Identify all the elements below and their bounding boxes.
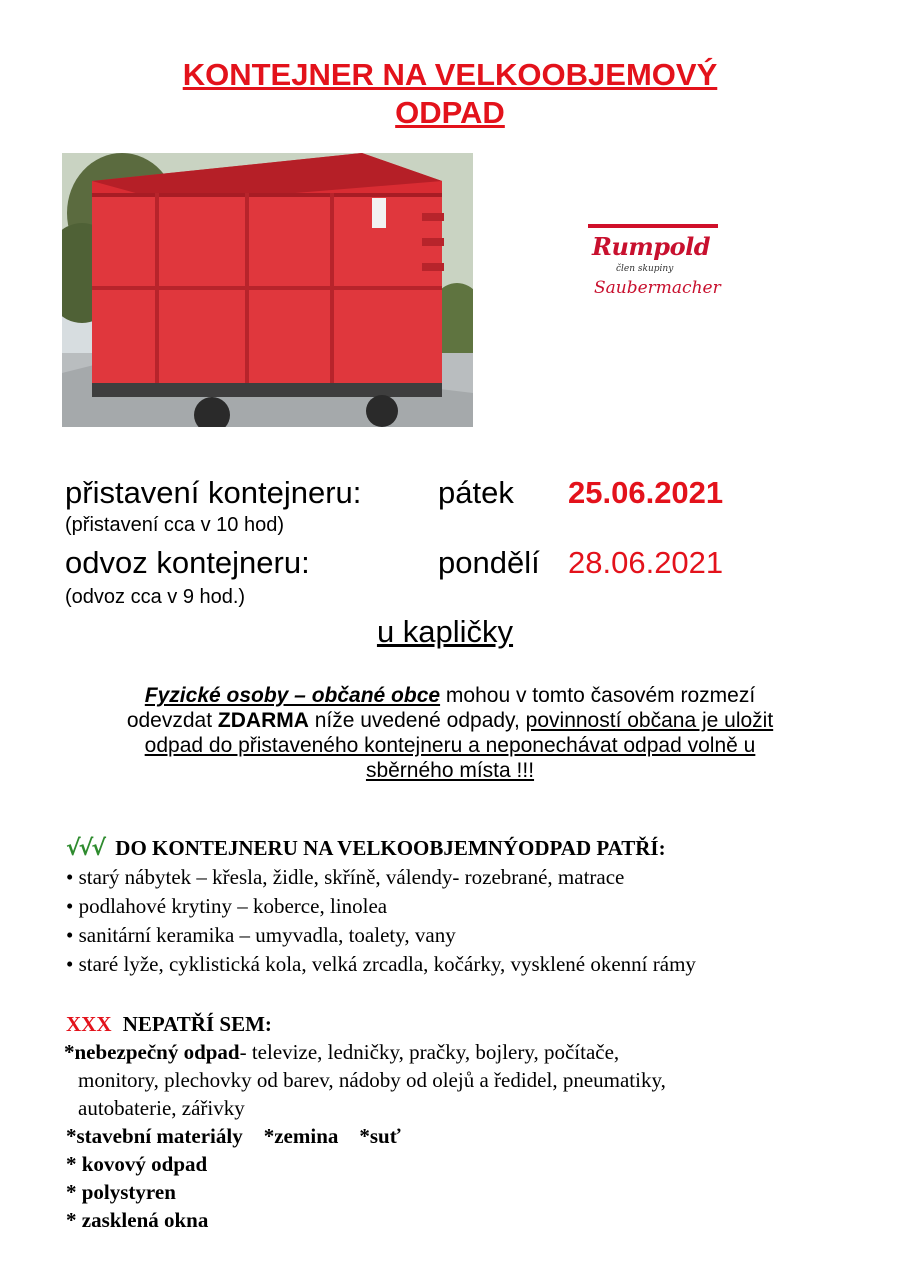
forbidden-item: * polystyren bbox=[66, 1180, 176, 1204]
pickup-day: pondělí bbox=[438, 545, 540, 580]
cross-marks-icon: XXX bbox=[66, 1012, 112, 1036]
title-line-2: ODPAD bbox=[395, 95, 505, 130]
notice-free: ZDARMA bbox=[217, 709, 309, 732]
forbidden-item: * kovový odpad bbox=[66, 1152, 208, 1176]
allowed-heading: DO KONTEJNERU NA VELKOOBJEMNÝODPAD PATŘÍ: bbox=[115, 836, 666, 860]
forbidden-hazard bbox=[64, 1038, 666, 1066]
place-label: u kapličky bbox=[376, 614, 514, 649]
notice-text-2: odevzdat bbox=[126, 709, 218, 732]
logo-tagline: člen skupiny bbox=[616, 264, 674, 274]
notice-paragraph bbox=[60, 683, 840, 783]
logo-name: Rumpold bbox=[592, 232, 710, 261]
forbidden-heading-row bbox=[66, 1010, 666, 1038]
notice-subject: Fyzické osoby – občané obce bbox=[144, 684, 441, 707]
check-marks-icon: √√√ bbox=[66, 836, 105, 861]
notice-text-3: níže uvedené odpady, bbox=[308, 709, 526, 732]
container-photo bbox=[62, 153, 473, 427]
notice-duty-2: odpad do přistaveného kontejneru a neponechávat odpad volně u bbox=[144, 734, 756, 757]
delivery-note: (přistavení cca v 10 hod) bbox=[65, 514, 284, 536]
hazard-label: *nebezpečný odpad bbox=[64, 1040, 240, 1064]
red-container-image bbox=[62, 153, 473, 427]
hazard-line-3: autobaterie, zářivky bbox=[78, 1096, 245, 1120]
allowed-item: • podlahové krytiny – koberce, linolea bbox=[66, 894, 388, 918]
forbidden-section bbox=[66, 1010, 666, 1234]
forbidden-item: * zasklená okna bbox=[66, 1208, 209, 1232]
notice-duty-3: sběrného místa !!! bbox=[365, 759, 535, 782]
rumpold-logo bbox=[588, 224, 720, 304]
logo-group: Saubermacher bbox=[594, 278, 721, 298]
hazard-text: - televize, ledničky, pračky, bojlery, počítače, bbox=[239, 1040, 620, 1064]
title-line-1: KONTEJNER NA VELKOOBJEMOVÝ bbox=[182, 57, 718, 92]
pickup-date: 28.06.2021 bbox=[568, 545, 724, 580]
notice-text-1: mohou v tomto časovém rozmezí bbox=[440, 684, 756, 707]
delivery-label: přistavení kontejneru: bbox=[65, 475, 362, 510]
allowed-item: • starý nábytek – křesla, židle, skříně, válendy- rozebrané, matrace bbox=[66, 865, 625, 889]
forbidden-materials: *stavební materiály *zemina *suť bbox=[66, 1124, 401, 1148]
forbidden-heading: NEPATŘÍ SEM: bbox=[122, 1012, 272, 1036]
pickup-note: (odvoz cca v 9 hod.) bbox=[65, 586, 246, 608]
delivery-day: pátek bbox=[438, 475, 514, 510]
allowed-heading-row bbox=[66, 834, 696, 863]
delivery-date: 25.06.2021 bbox=[568, 475, 724, 510]
hazard-line-2: monitory, plechovky od barev, nádoby od olejů a ředidel, pneumatiky, bbox=[78, 1068, 666, 1092]
notice-duty-1: povinností občana je uložit bbox=[525, 709, 774, 732]
logo-bar bbox=[588, 224, 718, 228]
allowed-item: • sanitární keramika – umyvadla, toalety, vany bbox=[66, 923, 456, 947]
pickup-label: odvoz kontejneru: bbox=[65, 545, 310, 580]
allowed-item: • staré lyže, cyklistická kola, velká zrcadla, kočárky, vysklené okenní rámy bbox=[66, 952, 696, 976]
allowed-section bbox=[66, 834, 696, 979]
page-title bbox=[0, 56, 900, 132]
